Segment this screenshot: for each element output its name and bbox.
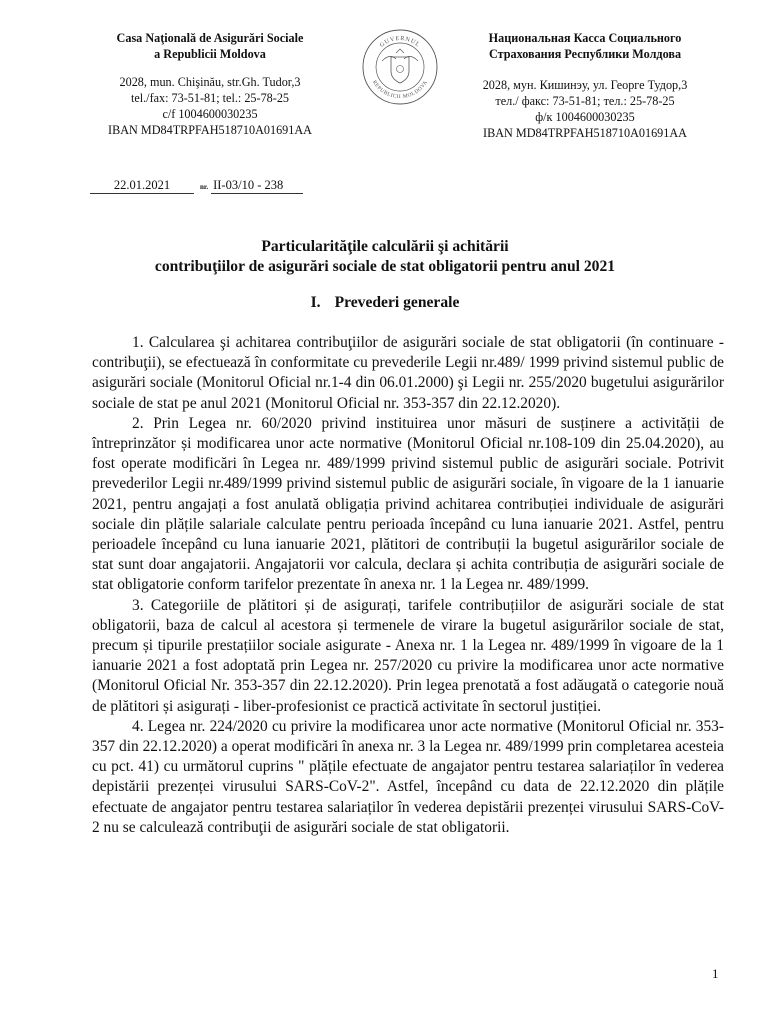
header-left-institution	[60, 30, 360, 138]
address-line: 2028, mun. Chişinău, str.Gh. Tudor,3	[119, 75, 301, 89]
institution-name-ru	[440, 30, 730, 62]
institution-name-line: Национальная Касса Социального	[488, 31, 682, 45]
paragraph: 2. Prin Legea nr. 60/2020 privind instituirea unor măsuri de susținere a activității de întreprinzător și modificarea unor acte normative (Monitorul Oficial nr.108-109 din 25.04.2020), au fost operate modificări în Legea nr. 489/1999 privind sistemul public de asigurări sociale. Potrivit prevederilor Legii nr.489/1999 privind sistemul public de asigurări sociale, în vigoare de la 1 ianuarie 2021, pentru angajați a fost anulată obligația privind achitarea contribuției individuale de asigurări sociale din plățile salariale calculate pentru perioada începând cu luna ianuarie 2021. Astfel, pentru perioadele începând cu luna ianuarie 2021, plătitori de contribuții la bugetul asigurărilor sociale de stat sunt doar angajatorii. Angajatorii vor calcula, declara și achita contribuția de asigurări sociale de stat obligatorie conform tarifelor prezentate în anexa nr. 1 la Legea nr. 489/1999.	[92, 414, 724, 594]
institution-address-ro	[60, 74, 360, 138]
page-number: 1	[712, 966, 719, 981]
section-title: Prevederi generale	[334, 294, 460, 311]
institution-name-line: Casa Naţională de Asigurări Sociale	[116, 31, 304, 45]
address-line: 2028, мун. Кишинэу, ул. Георге Тудор,3	[482, 78, 688, 92]
document-reference	[90, 178, 303, 194]
fiscal-code-line: c/f 1004600030235	[162, 107, 258, 121]
paragraph: 4. Legea nr. 224/2020 cu privire la modificarea unor acte normative (Monitorul Oficial nr. 353-357 din 22.12.2020) a operat modificări în anexa nr. 3 la Legea nr. 489/1999 prin completarea acesteia cu pct. 41) cu următorul cuprins " plățile efectuate de angajator pentru testarea salariaților în vederea depistării prezenței virusului SARS-CoV-2". Astfel, începând cu data de 22.12.2020 din plățile efectuate de angajator pentru testarea salariaților în vederea depistării prezenței virusului SARS-CoV-2 nu se calculează contribuţii de asigurări sociale de stat obligatorii.	[92, 717, 724, 836]
section-heading	[60, 294, 710, 312]
phone-line: tel./fax: 73-51-81; tel.: 25-78-25	[130, 91, 290, 105]
seal-text-top: GUVERNUL	[378, 34, 422, 49]
institution-address-ru	[440, 77, 730, 141]
document-date: 22.01.2021	[90, 178, 194, 194]
title-line: contribuţiilor de asigurări sociale de stat obligatorii pentru anul 2021	[154, 258, 616, 275]
institution-name-ro	[60, 30, 360, 62]
paragraph: 3. Categoriile de plătitori și de asigurați, tarifele contribuțiilor de asigurări sociale de stat obligatorii, baza de calcul al acestora și termenele de virare la bugetul asigurărilor sociale de stat, precum și tipurile prestațiilor sociale asigurate - Anexa nr. 1 la Legea nr. 489/1999 în vigoare de la 1 ianuarie 2021 a fost adoptată prin Legea nr. 257/2020 cu privire la modificarea unor acte normative (Monitorul Oficial Nr. 353-357 din 22.12.2020). Prin legea prenotată a fost adăugată o categorie nouă de plătitori și asigurați - liber-profesionist ce practică activitate în sectorul justiției.	[92, 596, 724, 715]
document-title	[60, 237, 710, 277]
section-number: I.	[310, 294, 321, 311]
institution-name-line: a Republicii Moldova	[154, 47, 266, 61]
iban-line: IBAN MD84TRPFAH518710A01691AA	[108, 123, 312, 137]
document-number: II-03/10 - 238	[211, 178, 303, 194]
seal-text-bottom: REPUBLICII MOLDOVA	[370, 79, 430, 101]
government-seal	[360, 25, 440, 109]
document-body	[92, 333, 724, 838]
paragraph: 1. Calcularea şi achitarea contribuţiilor de asigurări sociale de stat obligatorii (în continuare - contribuţii), se efectuează în conformitate cu prevederile Legii nr.489/ 1999 privind sistemul public de asigurări sociale (Monitorul Oficial nr.1-4 din 06.01.2000) şi Legii nr. 255/2020 bugetului asigurărilor sociale de stat pe anul 2021 (Monitorul Oficial nr. 353-357 din 22.12.2020).	[92, 334, 724, 412]
iban-line: IBAN MD84TRPFAH518710A01691AA	[483, 126, 687, 140]
phone-line: тел./ факс: 73-51-81; тел.: 25-78-25	[495, 94, 675, 108]
institution-name-line: Страхования Республики Молдова	[488, 47, 682, 61]
title-line: Particularităţile calculării şi achitării	[261, 238, 509, 255]
header-right-institution	[440, 30, 730, 141]
number-label: nr.	[200, 183, 209, 191]
fiscal-code-line: ф/к 1004600030235	[535, 110, 635, 124]
